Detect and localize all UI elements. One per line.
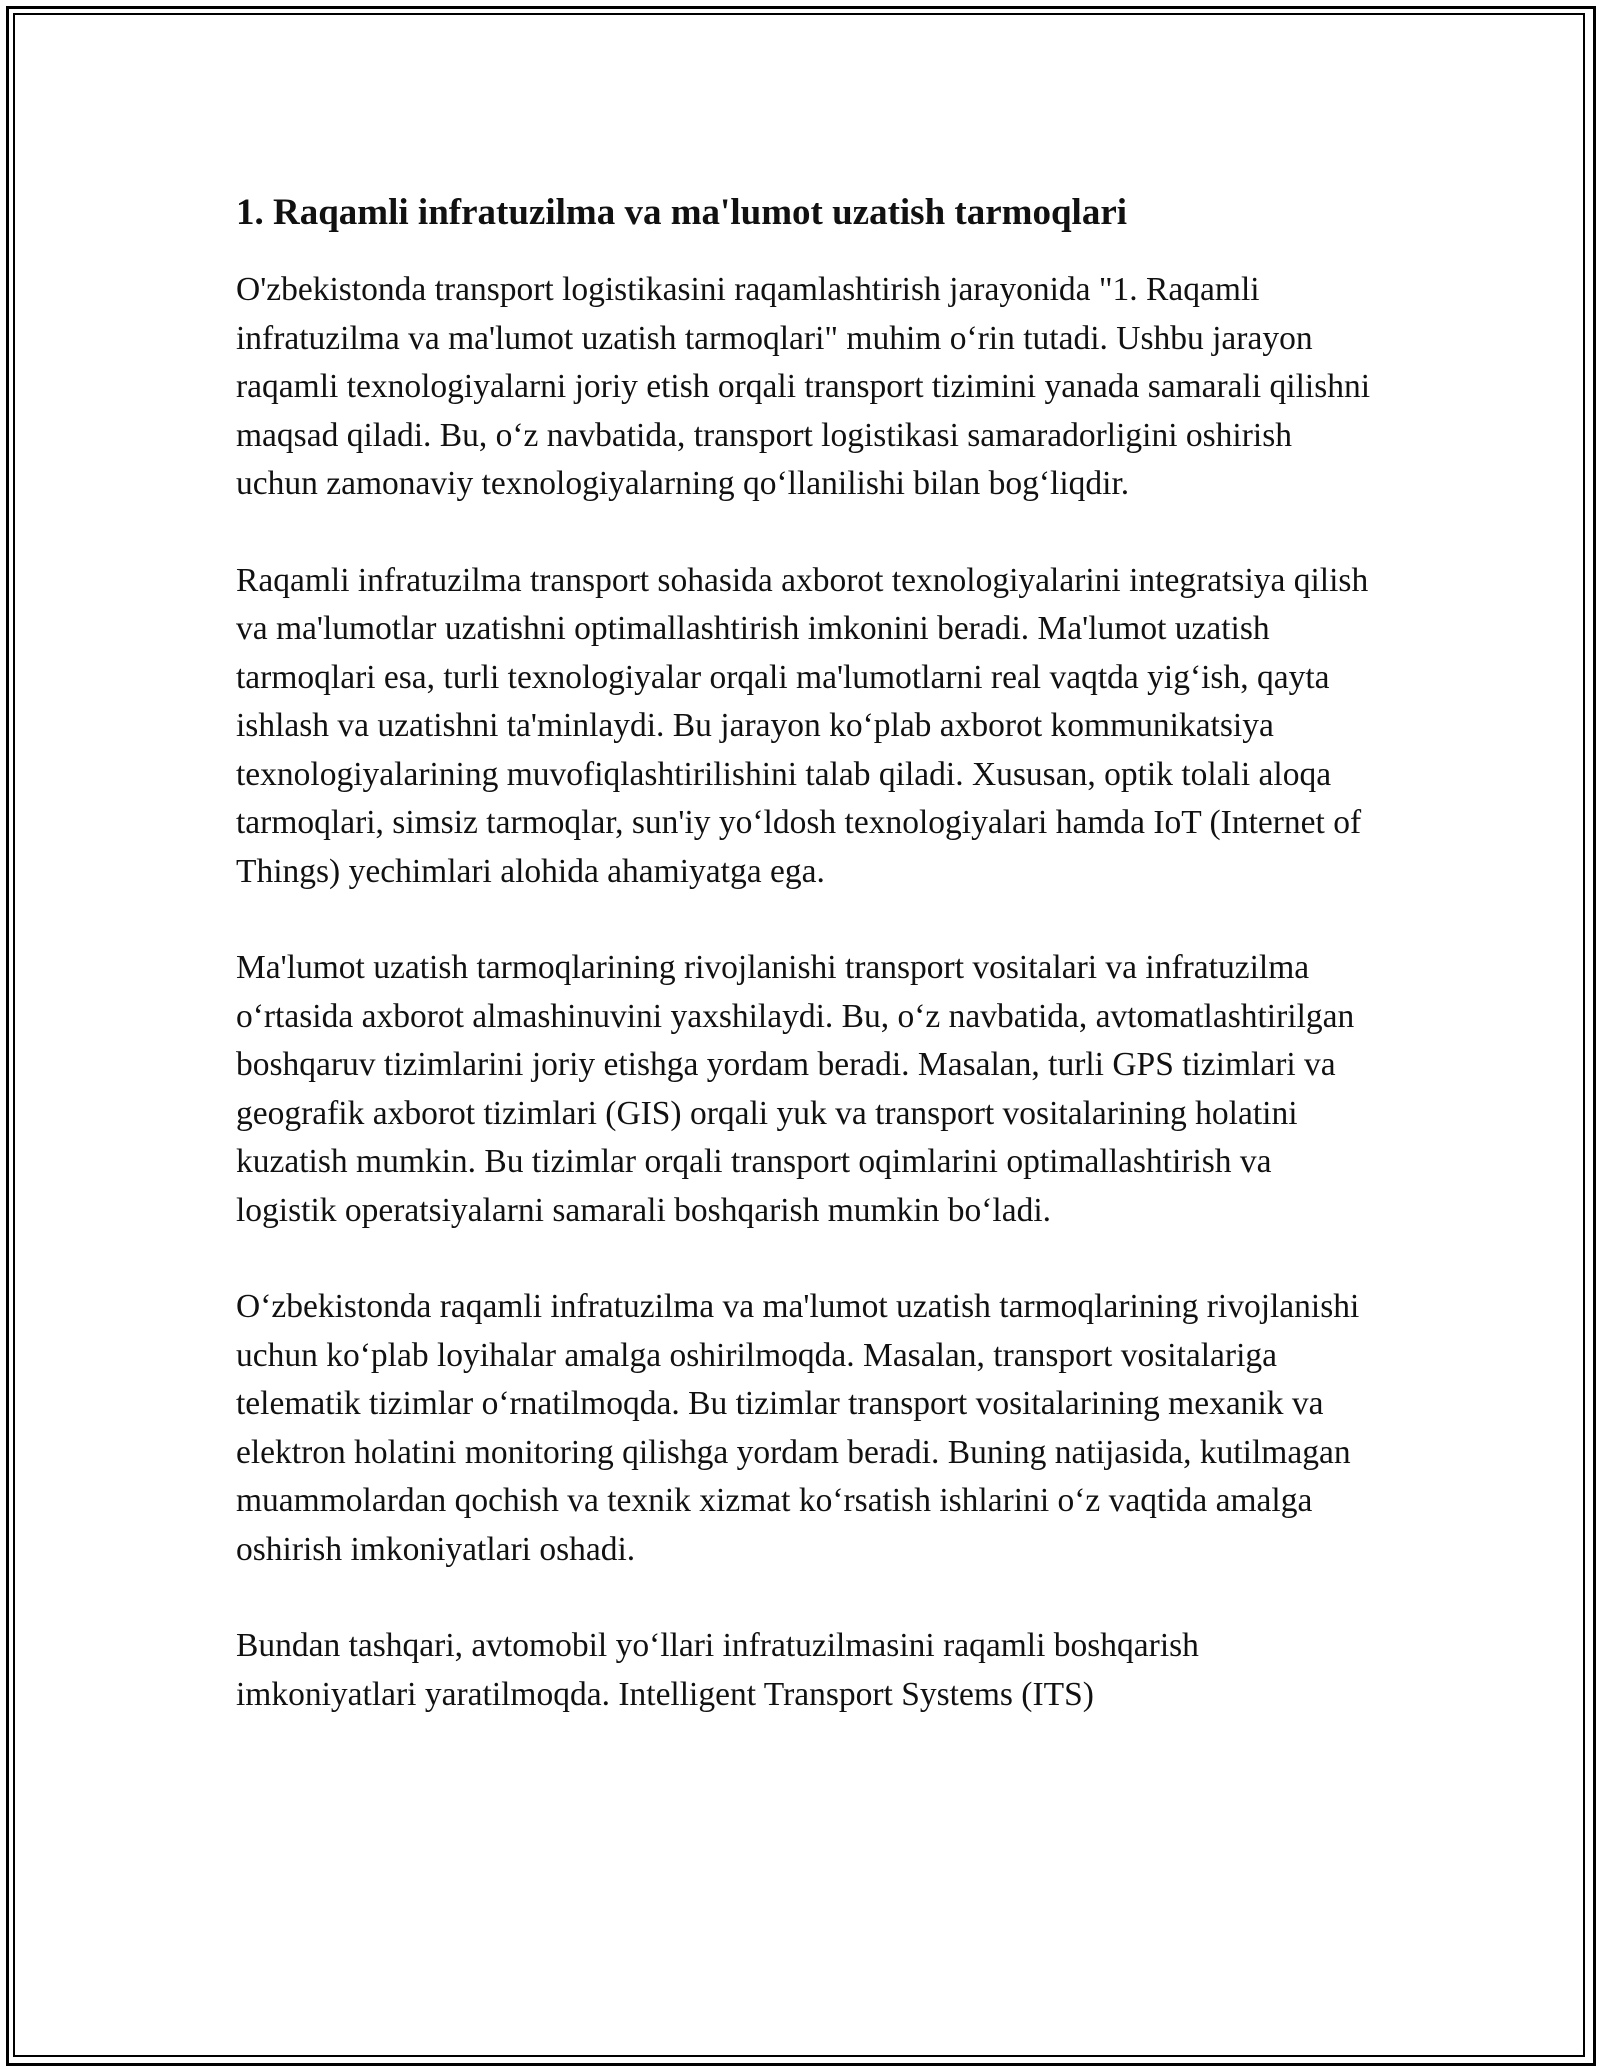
paragraph-uzbekistan-projects: O‘zbekistonda raqamli infratuzilma va ma'lumot uzatish tarmoqlarining rivojlanishi uchun ko‘plab loyihalar amalga oshirilmoqda. Masalan, transport vositalariga telematik tizimlar o‘rnatilmoqda. Bu tizimlar transport vositalarining mexanik va elektron holatini monitoring qilishga yordam beradi. Buning natijasida, kutilmagan muammolardan qochish va texnik xizmat ko‘rsatish ishlarini o‘z vaqtida amalga oshirish imkoniyatlari oshadi. <box>236 1288 1360 1568</box>
paragraph-intro: O'zbekistonda transport logistikasini raqamlashtirish jarayonida "1. Raqamli infratuzilma va ma'lumot uzatish tarmoqlari" muhim o‘rin tutadi. Ushbu jarayon raqamli texnologiyalarni joriy etish orqali transport tizimini yanada samarali qilishni maqsad qiladi. Bu, o‘z navbatida, transport logistikasi samaradorligini oshirish uchun zamonaviy texnologiyalarning qo‘llanilishi bilan bog‘liqdir. <box>236 271 1371 502</box>
paragraph-digital-infrastructure: Raqamli infratuzilma transport sohasida axborot texnologiyalarini integratsiya qilish va ma'lumotlar uzatishni optimallashtirish imkonini beradi. Ma'lumot uzatish tarmoqlari esa, turli texnologiyalar orqali ma'lumotlarni real vaqtda yig‘ish, qayta ishlash va uzatishni ta'minlaydi. Bu jarayon ko‘plab axborot kommunikatsiya texnologiyalarining muvofiqlashtirilishini talab qiladi. Xususan, optik tolali aloqa tarmoqlari, simsiz tarmoqlar, sun'iy yo‘ldosh texnologiyalari hamda IoT (Internet of Things) yechimlari alohida ahamiyatga ega. <box>236 561 1369 890</box>
section-heading: 1. Raqamli infratuzilma va ma'lumot uzatish tarmoqlari <box>236 192 1128 233</box>
document-body <box>236 182 1376 1719</box>
paragraph-data-networks: Ma'lumot uzatish tarmoqlarining rivojlanishi transport vositalari va infratuzilma o‘rtasida axborot almashinuvini yaxshilaydi. Bu, o‘z navbatida, avtomatlashtirilgan boshqaruv tizimlarini joriy etishga yordam beradi. Masalan, turli GPS tizimlari va geografik axborot tizimlari (GIS) orqali yuk va transport vositalarining holatini kuzatish mumkin. Bu tizimlar orqali transport oqimlarini optimallashtirish va logistik operatsiyalarni samarali boshqarish mumkin bo‘ladi. <box>236 949 1355 1229</box>
paragraph-its: Bundan tashqari, avtomobil yo‘llari infratuzilmasini raqamli boshqarish imkoniyatlari yaratilmoqda. Intelligent Transport Systems (ITS) <box>236 1627 1199 1713</box>
